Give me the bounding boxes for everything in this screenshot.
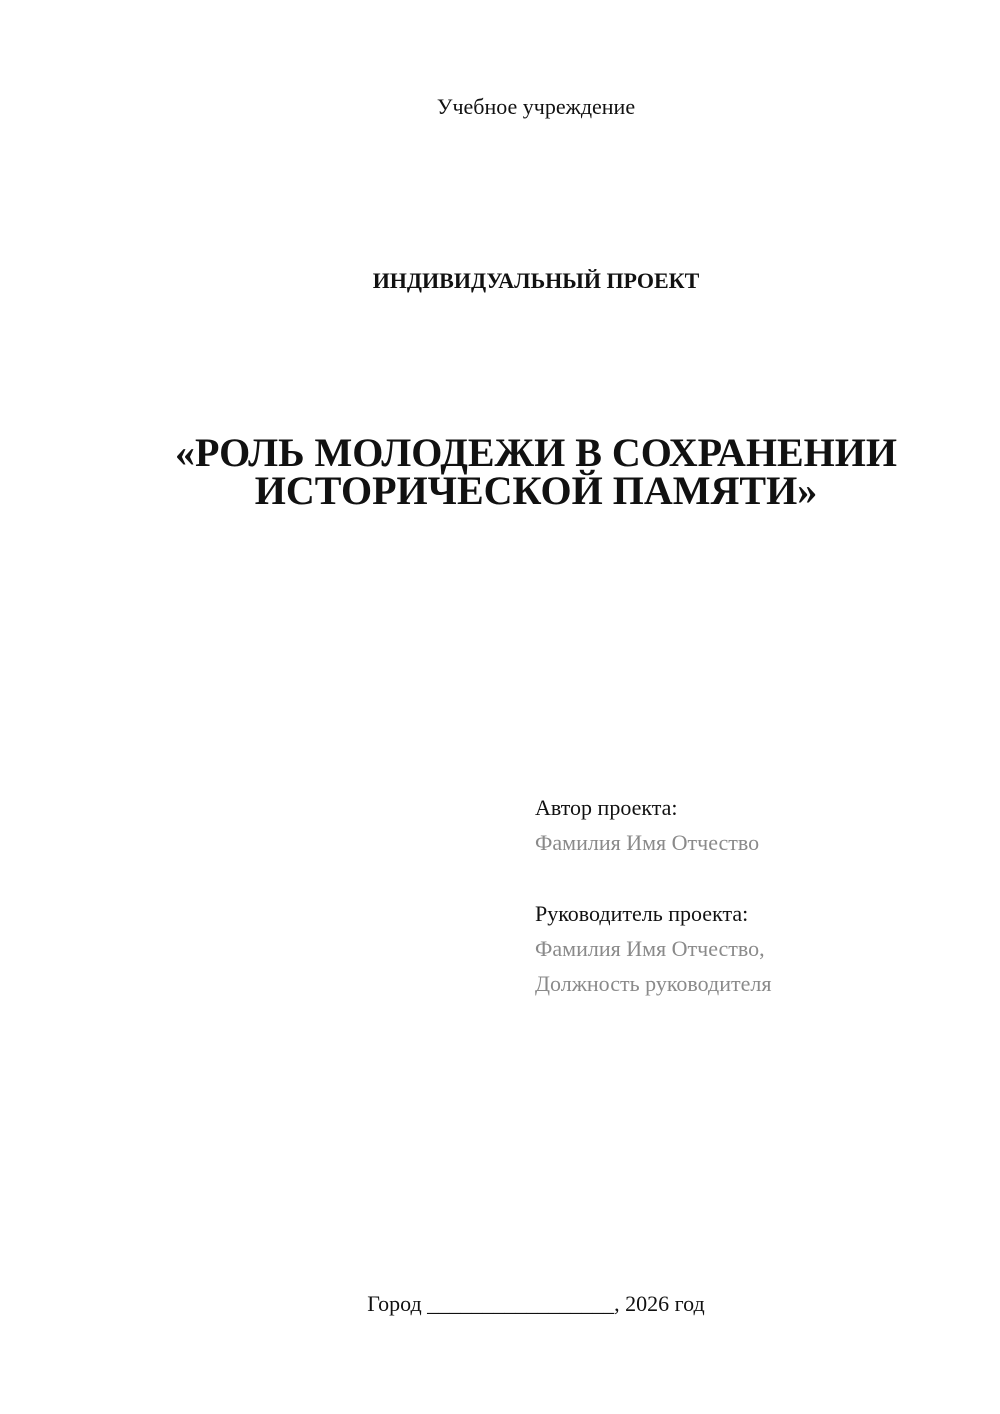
project-title-line-1: «РОЛЬ МОЛОДЕЖИ В СОХРАНЕНИИ [174, 430, 897, 475]
city-year-line: Город _________________, 2026 год [367, 1291, 705, 1316]
credits-spacer [535, 860, 975, 896]
author-label: Автор проекта: [535, 795, 678, 820]
document-type: ИНДИВИДУАЛЬНЫЙ ПРОЕКТ [372, 268, 700, 293]
supervisor-label: Руководитель проекта: [535, 901, 749, 926]
institution-name: Учебное учреждение [436, 94, 636, 119]
supervisor-name: Фамилия Имя Отчество, [535, 936, 765, 961]
supervisor-position: Должность руководителя [535, 971, 772, 996]
project-title-line-2: ИСТОРИЧЕСКОЙ ПАМЯТИ» [254, 468, 818, 513]
project-title [0, 430, 1000, 513]
credits-block [535, 790, 975, 1001]
author-name: Фамилия Имя Отчество [535, 830, 760, 855]
